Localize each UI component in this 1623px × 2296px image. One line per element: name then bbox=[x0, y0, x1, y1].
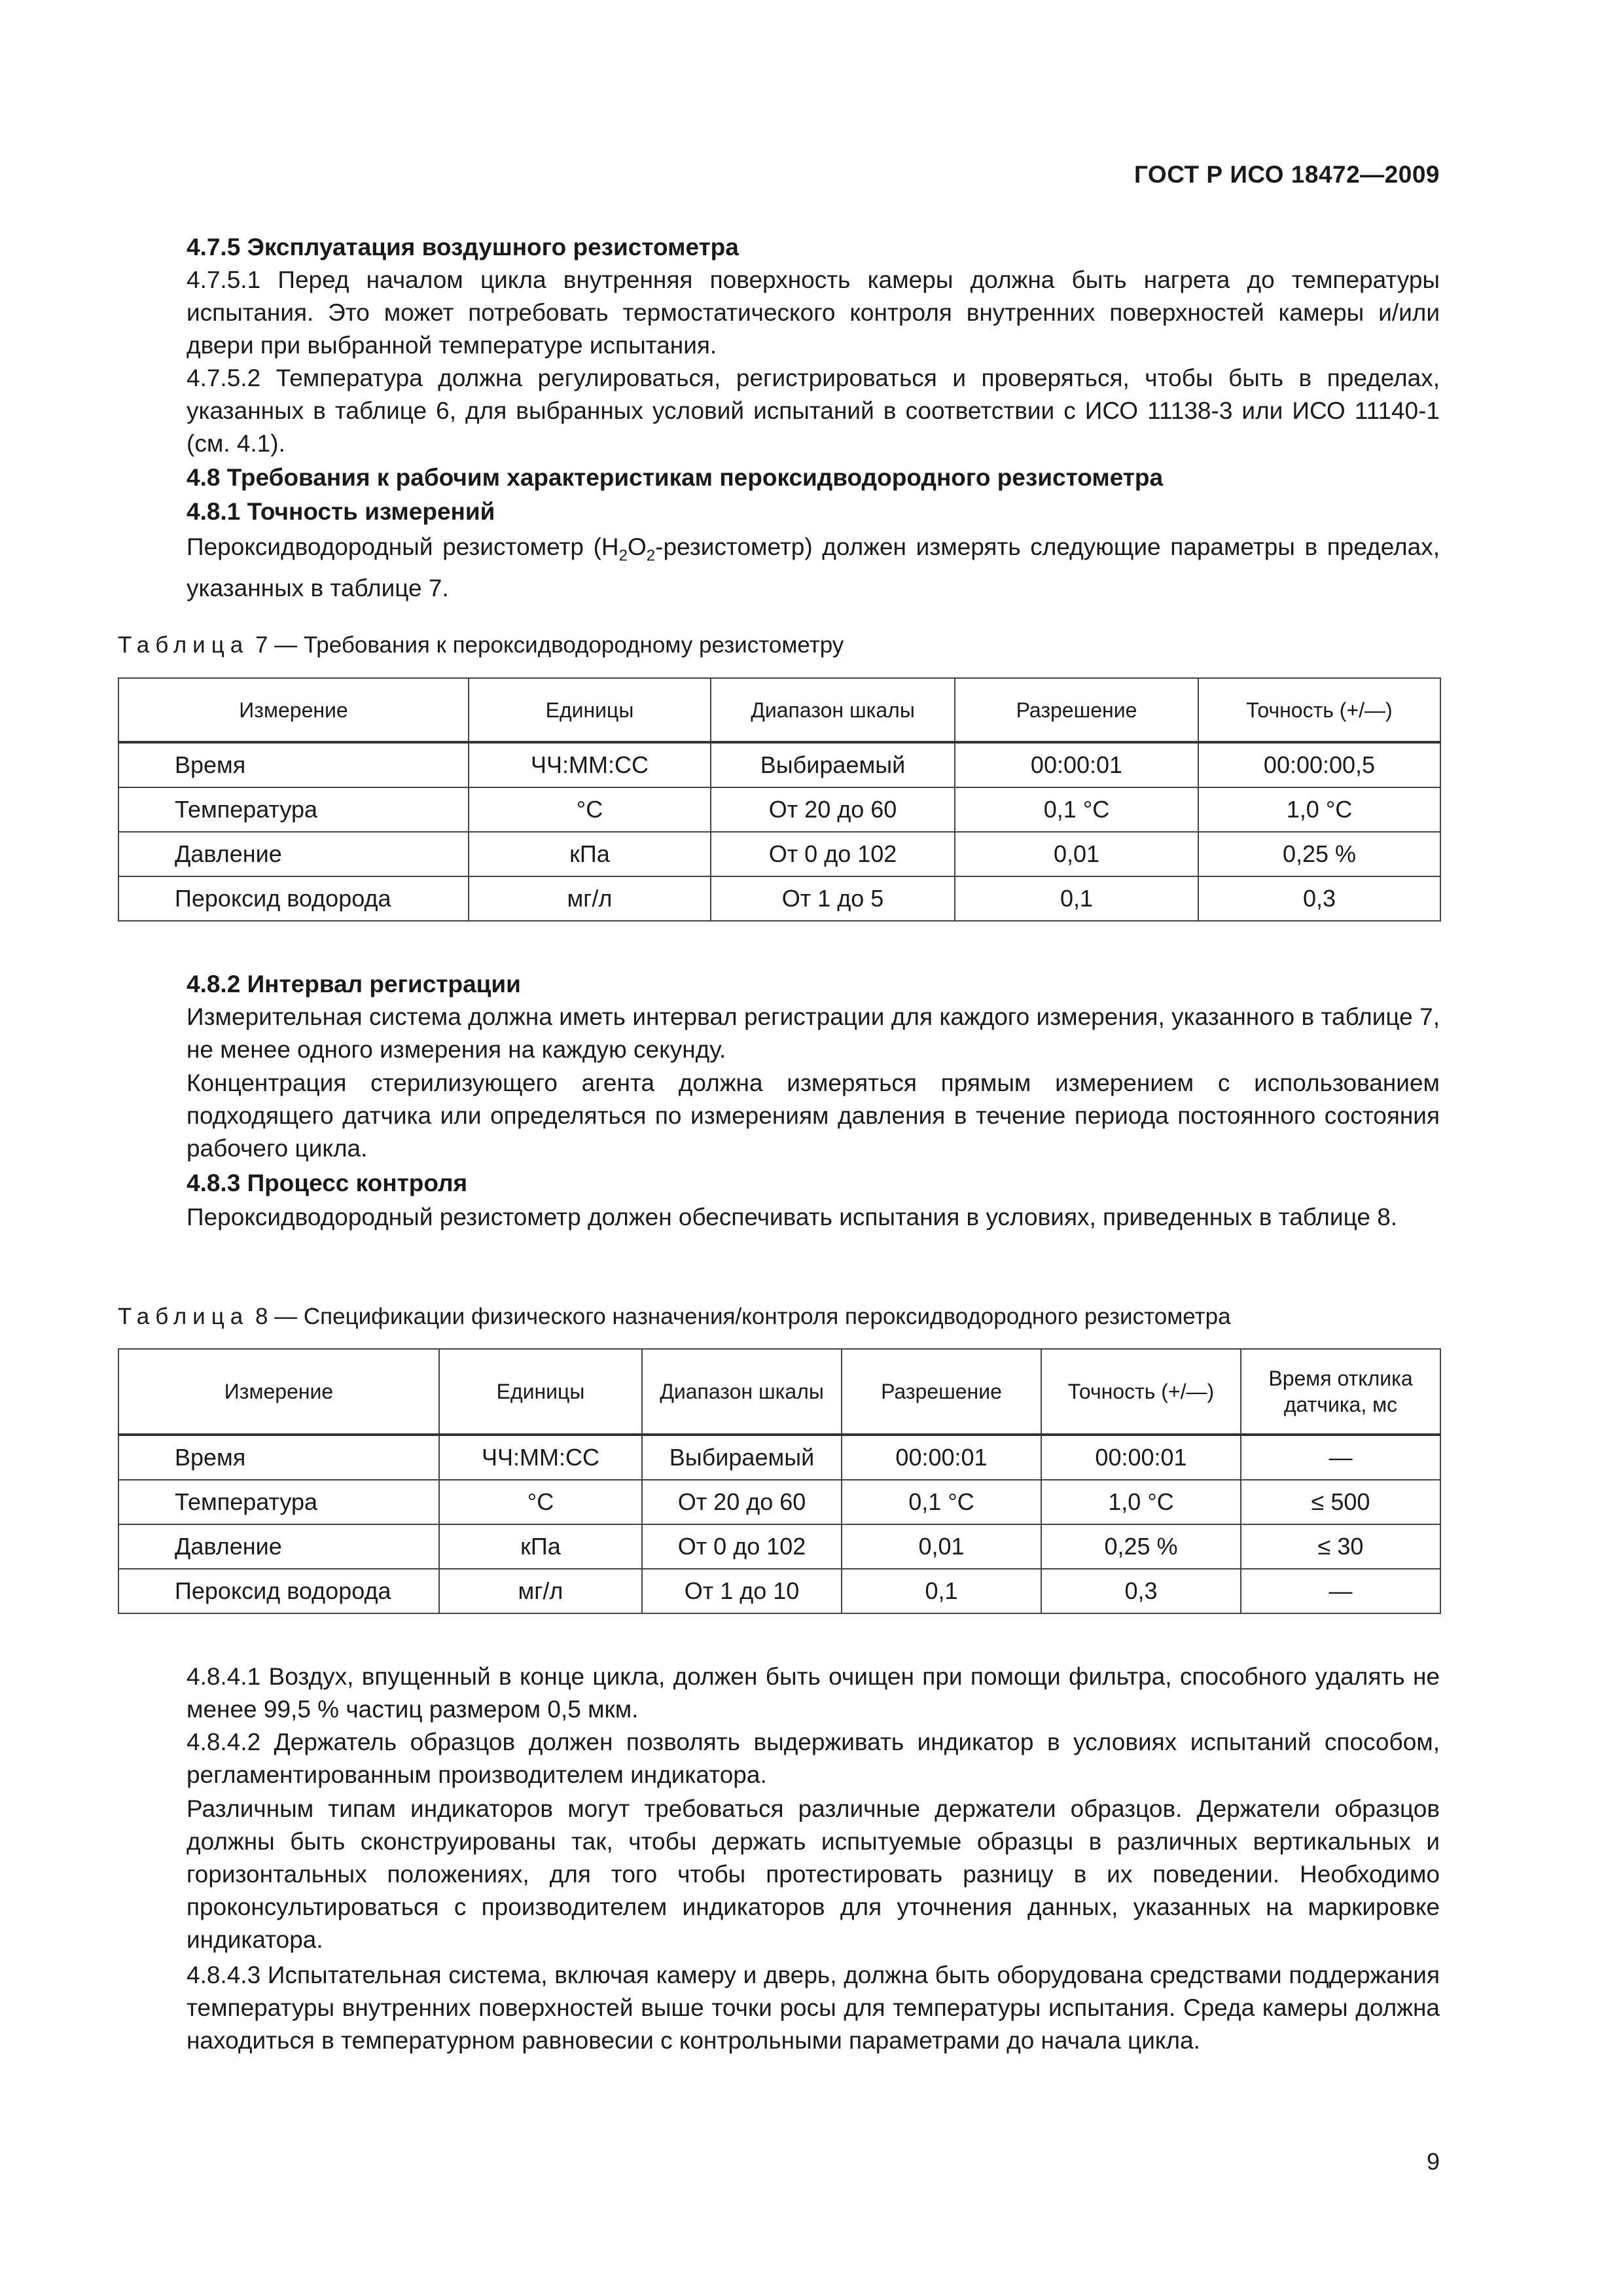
table-cell: 0,1 bbox=[955, 876, 1198, 921]
table-cell: 00:00:00,5 bbox=[1198, 742, 1440, 787]
table-cell: — bbox=[1241, 1435, 1440, 1480]
table-cell: 0,1 bbox=[842, 1569, 1041, 1613]
table-cell: 0,01 bbox=[955, 832, 1198, 876]
section-4-8-title: 4.8 Требования к рабочим характеристикам пероксидводородного резистометра bbox=[187, 464, 1164, 491]
table-cell: ЧЧ:ММ:СС bbox=[469, 742, 711, 787]
paragraph-4-8-4-3: 4.8.4.3 Испытательная система, включая камеру и дверь, должна быть оборудована средствами поддержания температуры внутренних поверхностей выше точки росы для температуры испытания. Среда камеры должна находиться в температурном равновесии с контрольными параметрами до начала цикла. bbox=[187, 1962, 1440, 2054]
table-cell: От 20 до 60 bbox=[711, 787, 955, 832]
paragraph-4-8-2-1: Измерительная система должна иметь интервал регистрации для каждого измерения, указанного в таблице 7, не менее одного измерения на каждую секунду. bbox=[187, 1003, 1440, 1063]
table-7-header-cell: Единицы bbox=[469, 678, 711, 742]
section-4-8-1-title: 4.8.1 Точность измерений bbox=[187, 498, 495, 525]
table-cell: ЧЧ:ММ:СС bbox=[439, 1435, 642, 1480]
table-8-header-cell: Разрешение bbox=[842, 1349, 1041, 1435]
table-cell: °С bbox=[469, 787, 711, 832]
table-row bbox=[118, 787, 1440, 832]
table-cell: От 0 до 102 bbox=[642, 1524, 842, 1569]
table-8-header-cell: Единицы bbox=[439, 1349, 642, 1435]
table-cell: 0,1 °С bbox=[955, 787, 1198, 832]
document-page bbox=[118, 0, 1440, 2296]
table-cell: 00:00:01 bbox=[1041, 1435, 1241, 1480]
table-cell: Температура bbox=[118, 1480, 439, 1524]
table-row bbox=[118, 876, 1440, 921]
document-header: ГОСТ Р ИСО 18472—2009 bbox=[1133, 161, 1440, 188]
table-row bbox=[118, 1569, 1440, 1613]
table-cell: ≤ 30 bbox=[1241, 1524, 1440, 1569]
table-8-caption: Таблица 8 — Спецификации физического назначения/контроля пероксидводородного резистометра bbox=[118, 1304, 1231, 1329]
table-7-header-cell: Точность (+/—) bbox=[1198, 678, 1440, 742]
table-8 bbox=[118, 1348, 1441, 1614]
table-cell: 0,01 bbox=[842, 1524, 1041, 1569]
table-cell: мг/л bbox=[469, 876, 711, 921]
table-cell: Время bbox=[118, 1435, 439, 1480]
table-cell: мг/л bbox=[439, 1569, 642, 1613]
table-8-header-cell: Точность (+/—) bbox=[1041, 1349, 1241, 1435]
table-cell: От 20 до 60 bbox=[642, 1480, 842, 1524]
table-cell: ≤ 500 bbox=[1241, 1480, 1440, 1524]
paragraph-4-8-4-2: 4.8.4.2 Держатель образцов должен позволять выдерживать индикатор в условиях испытаний способом, регламентированным производителем индикатора. bbox=[187, 1729, 1440, 1788]
table-cell: 0,25 % bbox=[1041, 1524, 1241, 1569]
section-4-7-5-title: 4.7.5 Эксплуатация воздушного резистометра bbox=[187, 234, 739, 260]
table-cell: 0,1 °С bbox=[842, 1480, 1041, 1524]
table-cell: °С bbox=[439, 1480, 642, 1524]
table-cell: От 1 до 5 bbox=[711, 876, 955, 921]
table-cell: Давление bbox=[118, 832, 469, 876]
table-row bbox=[118, 1524, 1440, 1569]
table-cell: 0,3 bbox=[1041, 1569, 1241, 1613]
table-cell: кПа bbox=[439, 1524, 642, 1569]
table-7 bbox=[118, 677, 1441, 922]
paragraph-4-8-2-2: Концентрация стерилизующего агента должна измеряться прямым измерением с использованием подходящего датчика или определяться по измерениям давления в течение периода постоянного состояния рабочего цикла. bbox=[187, 1069, 1440, 1162]
table-7-caption: Таблица 7 — Требования к пероксидводородному резистометру bbox=[118, 632, 844, 658]
table-8-header-row bbox=[118, 1349, 1440, 1435]
table-7-header-cell: Разрешение bbox=[955, 678, 1198, 742]
table-cell: 0,3 bbox=[1198, 876, 1440, 921]
table-8-header-cell: Диапазон шкалы bbox=[642, 1349, 842, 1435]
table-cell: От 0 до 102 bbox=[711, 832, 955, 876]
table-8-header-cell: Время отклика датчика, мс bbox=[1241, 1349, 1440, 1435]
section-4-8-2-title: 4.8.2 Интервал регистрации bbox=[187, 971, 521, 997]
table-cell: Температура bbox=[118, 787, 469, 832]
table-cell: 00:00:01 bbox=[842, 1435, 1041, 1480]
table-cell: От 1 до 10 bbox=[642, 1569, 842, 1613]
table-cell: кПа bbox=[469, 832, 711, 876]
table-cell: 1,0 °С bbox=[1198, 787, 1440, 832]
table-cell: Давление bbox=[118, 1524, 439, 1569]
section-4-8-3-title: 4.8.3 Процесс контроля bbox=[187, 1170, 468, 1196]
table-cell: 0,25 % bbox=[1198, 832, 1440, 876]
table-cell: Время bbox=[118, 742, 469, 787]
paragraph-4-7-5-2: 4.7.5.2 Температура должна регулироваться, регистрироваться и проверяться, чтобы быть в пределах, указанных в таблице 6, для выбранных условий испытаний в соответствии с ИСО 11138-3 или ИСО 11140-1 (см. 4.1). bbox=[187, 365, 1440, 457]
table-row bbox=[118, 832, 1440, 876]
table-cell: — bbox=[1241, 1569, 1440, 1613]
paragraph-4-8-1: Пероксидводородный резистометр $(H_2O_2-резистометр)$ должен измерять следующие параметры в пределах, указанных в таблице 7. bbox=[187, 533, 1440, 602]
table-cell: Пероксид водорода bbox=[118, 876, 469, 921]
table-cell: Выбираемый bbox=[711, 742, 955, 787]
table-cell: Выбираемый bbox=[642, 1435, 842, 1480]
table-cell: 1,0 °С bbox=[1041, 1480, 1241, 1524]
table-row bbox=[118, 1435, 1440, 1480]
paragraph-4-8-3: Пероксидводородный резистометр должен обеспечивать испытания в условиях, приведенных в таблице 8. bbox=[187, 1204, 1398, 1230]
table-7-header-cell: Диапазон шкалы bbox=[711, 678, 955, 742]
table-cell: Пероксид водорода bbox=[118, 1569, 439, 1613]
paragraph-4-8-4-2-note: Различным типам индикаторов могут требоваться различные держатели образцов. Держатели образцов должны быть сконструированы так, чтобы держать испытуемые образцы в различных вертикальных и горизонтальных положениях, для того чтобы протестировать разницу в их поведении. Необходимо проконсультироваться с производителем индикаторов для уточнения данных, указанных на маркировке индикатора. bbox=[187, 1795, 1440, 1953]
table-row bbox=[118, 1480, 1440, 1524]
table-row bbox=[118, 742, 1440, 787]
table-cell: 00:00:01 bbox=[955, 742, 1198, 787]
table-7-header-cell: Измерение bbox=[118, 678, 469, 742]
page-number: 9 bbox=[1426, 2148, 1440, 2175]
table-7-header-row bbox=[118, 678, 1440, 742]
paragraph-4-7-5-1: 4.7.5.1 Перед началом цикла внутренняя поверхность камеры должна быть нагрета до температуры испытания. Это может потребовать термостатического контроля внутренних поверхностей камеры и/или двери при выбранной температуре испытания. bbox=[187, 266, 1440, 359]
paragraph-4-8-4-1: 4.8.4.1 Воздух, впущенный в конце цикла, должен быть очищен при помощи фильтра, способного удалять не менее 99,5 % частиц размером 0,5 мкм. bbox=[187, 1663, 1440, 1723]
table-8-header-cell: Измерение bbox=[118, 1349, 439, 1435]
